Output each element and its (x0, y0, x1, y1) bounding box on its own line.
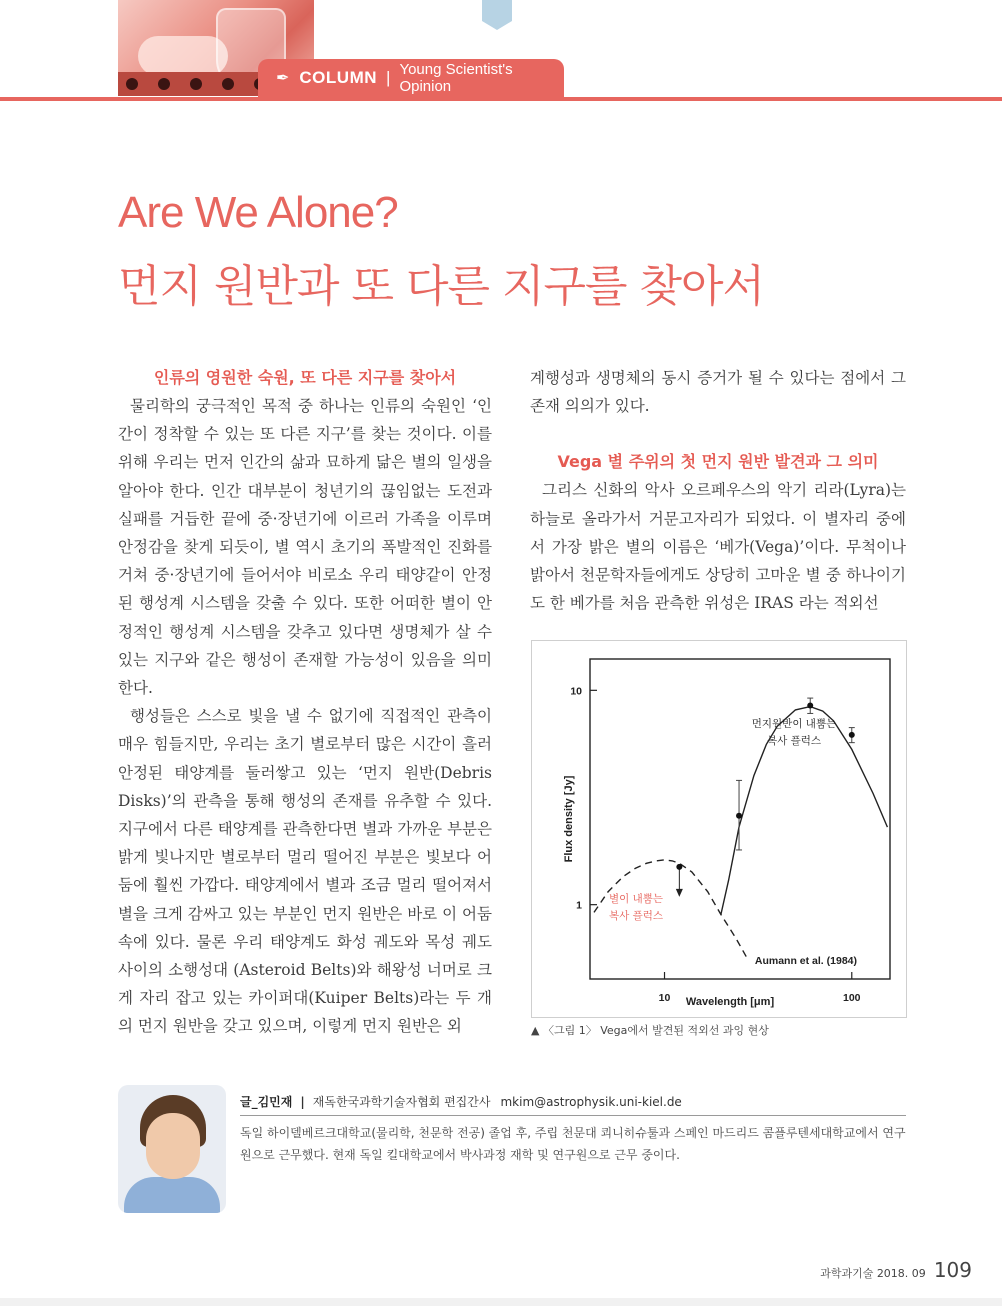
author-email[interactable]: mkim@astrophysik.uni-kiel.de (500, 1095, 682, 1109)
y-axis-label: Flux density [Jy] (563, 775, 575, 863)
hand-shape (138, 36, 228, 76)
page-footer (820, 1258, 972, 1282)
body-paragraph: 물리학의 궁극적인 목적 중 하나는 인류의 숙원인 ‘인간이 정착할 수 있는 또 다른 지구’를 찾는 것이다. 이를 위해 우리는 먼저 인간의 삶과 묘하게 닮은 별의 일생을 알아야 한다. 인간 대부분이 청년기의 끊임없는 도전과 실패를 거듭한 끝에 중·장년기에 이르러 가족을 이루며 안정감을 찾게 되듯이, 별 역시 초기의 폭발적인 진화를 거쳐 중·장년기에 들어서야 비로소 우리 태양같이 안정된 행성계 시스템을 갖출 수 있다. 또한 어떠한 별이 안정적인 행성계 시스템을 갖추고 있다면 생명체가 살 수 있는 지구와 같은 행성이 존재할 가능성이 있음을 의미한다. (118, 397, 492, 698)
y-tick-label: 1 (576, 899, 582, 912)
page-number: 109 (933, 1258, 972, 1282)
title-korean: 먼지 원반과 또 다른 지구를 찾아서 (118, 261, 764, 312)
author-bio: 독일 하이델베르크대학교(물리학, 천문학 전공) 졸업 후, 주립 천문대 쾨니히슈툴과 스페인 마드리드 콤플루텐세대학교에서 연구원으로 근무했다. 현재 독일 킬대학교에서 박사과정 재학 및 연구원으로 근무 중이다. (240, 1126, 906, 1162)
data-point (849, 732, 855, 738)
author-name: 글_김민재 (240, 1095, 293, 1109)
bottom-strip (0, 1298, 1002, 1306)
body-paragraph: 행성들은 스스로 빛을 낼 수 없기에 직접적인 관측이 매우 힘들지만, 우리는 초기 별로부터 많은 시간이 흘러 안정된 태양계를 둘러쌓고 있는 ‘먼지 원반(Debris Disks)’의 관측을 통해 행성의 존재를 유추할 수 있다. 지구에서 다른 태양계를 관측한다면 별과 가까운 부분은 밝게 빛나지만 별로부터 멀리 떨어진 부분은 빛보다 어둠에 훨씬 가깝다. 태양계에서 별과 조금 멀리 떨어져서 별을 크게 감싸고 있는 부분인 먼지 원반은 바로 이 어둠속에 있다. 물론 우리 태양계도 화성 궤도와 목성 궤도 사이의 소행성대 (Asteroid Belts)와 해왕성 너머로 크게 자리 잡고 있는 카이퍼대(Kuiper Belts)라는 두 개의 먼지 원반을 갖고 있으며, 이렇게 먼지 원반은 외 (118, 707, 492, 1036)
x-axis-label: Wavelength [μm] (685, 996, 775, 1008)
author-separator: | (300, 1095, 305, 1109)
body-paragraph: 그리스 신화의 악사 오르페우스의 악기 리라(Lyra)는 하늘로 올라가서 거문고자리가 되었다. 이 별자리 중에서 가장 밝은 별의 이름은 ‘베가(Vega)’이다. 무척이나 밝아서 천문학자들에게도 상당히 고마운 별 중 하나이기도 한 베가를 처음 관측한 위성은 IRAS 라는 적외선 (530, 481, 906, 613)
magazine-issue: 과학과기술 2018. 09 (820, 1267, 926, 1280)
star-flux-label-line2: 복사 플럭스 (608, 910, 664, 922)
figure-caption: ▲ 〈그림 1〉 Vega에서 발견된 적외선 과잉 현상 (531, 1024, 769, 1037)
upper-limit-arrow (676, 889, 683, 897)
author-photo (118, 1085, 226, 1213)
disk-flux-label-line2: 복사 플럭스 (766, 735, 822, 747)
author-line (240, 1093, 682, 1110)
bookmark-tab (482, 0, 512, 30)
data-point (807, 702, 813, 708)
star-flux-label-line1: 별이 내뿜는 (608, 893, 664, 905)
body-paragraph: 계행성과 생명체의 동시 증거가 될 수 있다는 점에서 그 존재 의의가 있다. (530, 369, 906, 416)
sed-chart (532, 641, 908, 1019)
pen-icon: ✒ (276, 70, 290, 87)
data-point (676, 864, 682, 870)
title-english: Are We Alone? (118, 188, 398, 237)
column-subtitle: Young Scientist's Opinion (399, 61, 513, 95)
column-tab (258, 59, 564, 97)
author-role: 재독한국과학기술자협회 편집간사 (312, 1095, 491, 1109)
figure-frame (531, 640, 907, 1018)
y-tick-label: 10 (570, 685, 582, 698)
disk-flux-label-line1: 먼지원반이 내뿜는 (751, 718, 837, 730)
section-heading: 인류의 영원한 숙원, 또 다른 지구를 찾아서 (153, 368, 457, 387)
section-heading: Vega 별 주위의 첫 먼지 원반 발견과 그 의미 (557, 452, 879, 472)
right-column (530, 364, 906, 617)
x-tick-label: 10 (658, 992, 671, 1004)
credit-annotation: Aumann et al. (1984) (754, 955, 857, 967)
plot-area (590, 659, 890, 979)
tab-separator: | (386, 68, 391, 87)
author-rule (240, 1115, 906, 1116)
x-tick-label: 100 (843, 992, 861, 1004)
header-rule (0, 97, 1002, 101)
data-point (736, 813, 742, 819)
column-label: COLUMN (299, 68, 378, 87)
left-column (118, 364, 492, 1041)
